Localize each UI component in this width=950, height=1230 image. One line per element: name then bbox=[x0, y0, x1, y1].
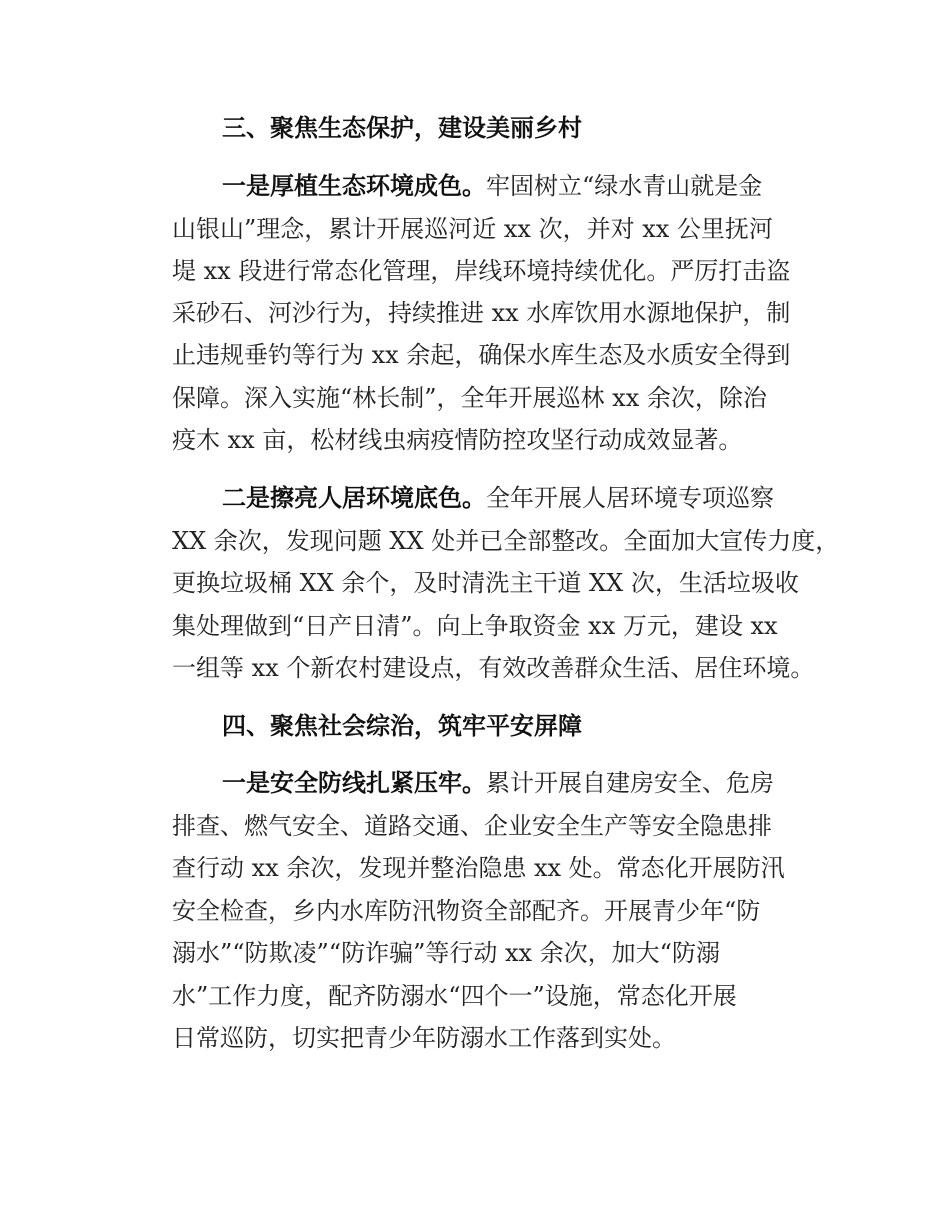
paragraph-line: 一组等 xx 个新农村建设点，有效改善群众生活、居住环境。 bbox=[172, 654, 815, 682]
paragraph-text: 全年开展人居环境专项巡察 bbox=[486, 484, 774, 512]
paragraph-line: 日常巡防，切实把青少年防溺水工作落到实处。 bbox=[172, 1024, 676, 1052]
paragraph-line: 排查、燃气安全、道路交通、企业安全生产等安全隐患排 bbox=[172, 812, 772, 840]
paragraph-line bbox=[222, 767, 774, 799]
paragraph-line: 集处理做到“日产日清”。向上争取资金 xx 万元，建设 xx bbox=[172, 612, 778, 640]
paragraph-line: 水”工作力度，配齐防溺水“四个一”设施，常态化开展 bbox=[172, 982, 737, 1010]
paragraph-lead: 二是擦亮人居环境底色。 bbox=[222, 484, 486, 512]
paragraph-line: 止违规垂钓等行为 xx 余起，确保水库生态及水质安全得到 bbox=[172, 341, 791, 369]
paragraph-lead: 一是厚植生态环境成色。 bbox=[222, 172, 486, 200]
paragraph-line: 溺水”“防欺凌”“防诈骗”等行动 xx 余次，加大“防溺 bbox=[172, 939, 720, 967]
paragraph-line: 山银山”理念，累计开展巡河近 xx 次，并对 xx 公里抚河 bbox=[172, 215, 773, 243]
paragraph-line: 安全检查，乡内水库防汛物资全部配齐。开展青少年“防 bbox=[172, 897, 761, 925]
paragraph-line: 采砂石、河沙行为，持续推进 xx 水库饮用水源地保护，制 bbox=[172, 299, 791, 327]
paragraph-line bbox=[222, 170, 762, 202]
paragraph-text: 牢固树立“绿水青山就是金 bbox=[486, 172, 763, 200]
paragraph-line bbox=[222, 482, 774, 514]
section-4-heading: 四、聚焦社会综治，筑牢平安屏障 bbox=[222, 712, 582, 740]
paragraph-text: 累计开展自建房安全、危房 bbox=[486, 769, 774, 797]
paragraph-line: 疫木 xx 亩，松材线虫病疫情防控攻坚行动成效显著。 bbox=[172, 426, 743, 454]
paragraph-line: 查行动 xx 余次，发现并整治隐患 xx 处。常态化开展防汛 bbox=[172, 854, 785, 882]
section-3-heading: 三、聚焦生态保护，建设美丽乡村 bbox=[222, 114, 582, 142]
paragraph-line: 更换垃圾桶 XX 余个，及时清洗主干道 XX 次，生活垃圾收 bbox=[172, 569, 799, 597]
paragraph-line: XX 余次，发现问题 XX 处并已全部整改。全面加大宣传力度， bbox=[172, 527, 840, 555]
paragraph-line: 保障。深入实施“林长制”，全年开展巡林 xx 余次，除治 bbox=[172, 384, 767, 412]
paragraph-lead: 一是安全防线扎紧压牢。 bbox=[222, 769, 486, 797]
paragraph-line: 堤 xx 段进行常态化管理，岸线环境持续优化。严厉打击盗 bbox=[172, 257, 791, 285]
